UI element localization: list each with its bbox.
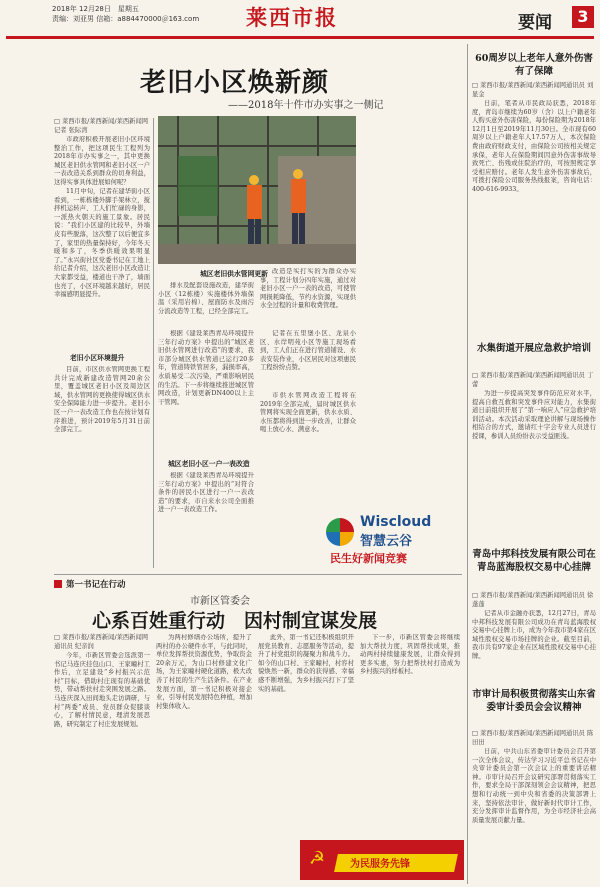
bottom-col2: 为两村修缮办公场所，提升了两村的办公硬件水平，与此同时，单位发挥帮扶资源优势，争取资金20余万元，为山口村修建文化广场，为王家疃村硬化道路，极大改善了村民的生产生活条件。在产业发展方面，第一书记积极对接企业，引导村民发展特色种植，增加村集体收入。 bbox=[156, 634, 252, 710]
divider bbox=[54, 574, 462, 575]
ad-slogan: 民生好新闻竞赛 bbox=[330, 552, 407, 565]
bottom-byline: □ 莱西市报/莱西新闻/莱西新闻网通讯员 纪亲润 bbox=[54, 634, 149, 650]
divider bbox=[153, 118, 154, 568]
page-header bbox=[0, 0, 600, 38]
feature-subtitle: ——2018年十件市办实事之一侧记 bbox=[228, 100, 384, 111]
caption-meter: 城区老旧小区一户一表改造 bbox=[168, 460, 250, 468]
bottom-title: 心系百姓重行动 因村制宜谋发展 bbox=[92, 610, 378, 632]
header-rule bbox=[6, 36, 594, 39]
feature-col1-body: 11月中旬，记者在建华街小区看到，一栋栋楼外脚手架林立，搅拌机运转声、工人们忙碌的身影，一派热火朝天的施工景象。居民说：“我们小区建的比较早，外墙皮有些脱落，这次整了以后便宜多了，家里的热量保持好，今年冬天暖和多了，冬季供暖效果明显了。”永兴街社区党委书记在工地上给记者介绍，这次老旧小区改造让大家都受益，楼道也干净了，墙面也亮了，小区环境越来越好，居民幸福感明显提升。 bbox=[54, 188, 150, 299]
divider bbox=[467, 44, 468, 884]
masthead-info bbox=[52, 4, 199, 24]
wiscloud-logo-icon bbox=[326, 518, 354, 546]
mid-col1-b: 根据《建设莱西青岛环境提升三年行动方案》中提出的“城区老旧供水管网进行改造”的要求，我市部分城区供水管道已运行20多年，管道铸铁管居多，漏损率高，水质易受二次污染，严重影响居民的生活。下一步将继续推进城区管网改造，计划更新DN400以上主干管网。 bbox=[158, 330, 254, 406]
issue-date: 2018年 12月28日 星期五 bbox=[52, 5, 139, 13]
bottom-col4: 下一步，市新区管委会将继续加大帮扶力度，巩固帮扶成果，推动两村持续健康发展，让群众得到更多实惠，努力把帮扶村打造成为乡村振兴的样板村。 bbox=[360, 634, 460, 676]
bottom-banner: 第一书记在行动 bbox=[66, 580, 126, 590]
mid-col1-c: 根据《建设莱西青岛环境提升三年行动方案》中提出的“对符合条件的居民小区进行一户一表改造”的要求，市自来水公司全面推进一户一表改造工作。 bbox=[158, 472, 254, 514]
photo-workers bbox=[158, 116, 356, 264]
right-a4-byline: □ 莱西市报/莱西新闻/莱西新闻网通讯员 陈田田 bbox=[472, 730, 594, 746]
feature-intro: 市政府积极开展老旧小区环境整治工作，把这项民生工程列为2018年市办实事之一，其中更换城区老旧供水管网和老旧小区一户一表改造关系到群众的切身利益，这得实事具体进展如何呢？ bbox=[54, 136, 150, 186]
party-emblem-icon: ☭ bbox=[308, 848, 326, 869]
mid-col2-c: 市供水管网改造工程将在2019年全部完成，届时城区供水管网将实现全面更新，供水水质、水压都将得到进一步改善，让群众喝上放心水、满意水。 bbox=[260, 392, 356, 434]
badge-text: 为民服务先锋 bbox=[350, 859, 410, 870]
newspaper-logo: 莱西市报 bbox=[246, 5, 338, 30]
mid-col2-a: 改造是实打实的为群众办实事，工程计划分四年实施，通过对老旧小区一户一表的改造，可使管网损耗降低，节约水资源，实现供水全过程的计量和收费管理。 bbox=[260, 268, 356, 310]
right-a2-body: 为进一步提高突发事件防范应对水平，提高自救互救和突发事件应对能力，水集街道日前组织开展了“第一响应人”应急救护培训活动。本次活动采取理论讲解与现场操作相结合的方式，邀请红十字会专业人员进行授课，参训人员纷纷表示受益匪浅。 bbox=[472, 390, 596, 440]
feature-byline: □ 莱西市报/莱西新闻/莱西新闻网记者 张际湾 bbox=[54, 118, 149, 134]
right-a4-body: 日前，中共山东省委审计委员会召开第一次全体会议，传达学习习近平总书记在中央审计委员会第一次会议上的重要讲话精神。市审计局召开会议研究部署贯彻落实工作，要求全局干部深刻领会会议精神，把思想和行动统一到中央和省委的决策部署上来，坚持依法审计，做好新时代审计工作，充分发挥审计监督作用，为全市经济社会高质量发展贡献力量。 bbox=[472, 748, 596, 824]
right-a1-body: 日前，笔者从市民政局获悉，2018年度，青岛市继续为60岁（含）以上户籍老年人购买意外伤害保险，每份保险期为2018年12月1日至2019年11月30日。全市现有60周岁以上户籍老年人17.57万人，本次保险费由政府财政支付，由保险公司按相关规定承保，老年人在保险期间因意外伤害事故导致死亡、伤残或住院治疗的，可按照规定享受相应赔付。老年人发生意外伤害事故后，可拨打保险公司服务热线报案，咨询电话：400-616-9933。 bbox=[472, 100, 596, 193]
banner-marker-icon bbox=[54, 580, 62, 588]
right-a4-title: 市审计局积极贯彻落实山东省委审计委员会会议精神 bbox=[472, 689, 596, 713]
bottom-kicker: 市新区管委会 bbox=[190, 596, 250, 607]
feature-title: 老旧小区焕新颜 bbox=[140, 68, 330, 98]
mid-col2-b: 记者在五里堡小区、龙泉小区、水岸明苑小区等施工现场看到，工人们正在进行管道铺设、水表安装作业，小区居民对这项惠民工程纷纷点赞。 bbox=[260, 330, 356, 372]
page-number: 3 bbox=[572, 6, 594, 28]
ad-brand-cn: 智慧云谷 bbox=[360, 534, 413, 549]
right-a3-title: 青岛中邦科技发展有限公司在青岛蓝海股权交易中心挂牌 bbox=[472, 549, 596, 573]
service-badge bbox=[300, 840, 464, 880]
bottom-col3: 此外，第一书记还积极组织开展党员教育、志愿服务等活动，提升了村党组织的凝聚力和战斗力。如今的山口村、王家疃村，村容村貌焕然一新，群众的获得感、幸福感不断增强，为乡村振兴打下了坚实的基础。 bbox=[258, 634, 354, 693]
right-a1-byline: □ 莱西市报/莱西新闻/莱西新闻网通讯员 刘显金 bbox=[472, 82, 594, 98]
right-a3-byline: □ 莱西市报/莱西新闻/莱西新闻网通讯员 徐蓬蓬 bbox=[472, 592, 594, 608]
right-a1-title: 60周岁以上老年人意外伤害有了保障 bbox=[475, 53, 593, 77]
caption-env: 老旧小区环境提升 bbox=[70, 354, 125, 362]
right-a2-title: 水集街道开展应急救护培训 bbox=[476, 343, 591, 354]
caption-pipes: 城区老旧供水管网更新 bbox=[200, 270, 268, 278]
section-name: 要闻 bbox=[518, 13, 552, 33]
mid-col1-a: 排水及配套设施改造，建华街小区（12栋楼）实施楼体外墙保温（采用岩棉）、屋面防水及雨污分流改造等工程，已经全部完工。 bbox=[158, 282, 254, 315]
right-a3-body: 记者从市金融办获悉，12月27日，青岛中邦科技发展有限公司成功在青岛蓝海股权交易中心挂牌上市，成为今年我市第4家在区域性股权交易市场挂牌的企业。截至目前，我市共有97家企业在区域性股权交易中心挂牌。 bbox=[472, 610, 596, 660]
bottom-col1: 今年，市新区管委会选派第一书记马连庆挂包山口、王家疃村工作后，立足建设“乡村振兴示范村”目标，借助村庄现有的基础优势，带动帮扶村走突围发展之路。马连庆深入田间地头走访调研，与村“两委”成员、党员群众促膝谈心，了解村情民意，理清发展思路，研究制定了村庄发展规划。 bbox=[54, 652, 150, 728]
editor-info: 责编：刘亚男 信箱：a884470000＠163.com bbox=[52, 15, 200, 23]
feature-col1-body2: 目前，市区供水管网更换工程共计完成新建改造管网20余公里，覆盖城区老旧小区及周边区域，供水管网的更换使得城区供水安全保障能力进一步提升。老旧小区一户一表改造工作也在按计划有序推进，预计2019年5月31日前全部完工。 bbox=[54, 366, 150, 434]
ad-brand-en: Wiscloud bbox=[360, 514, 432, 530]
ad-wiscloud bbox=[326, 512, 462, 564]
right-a2-byline: □ 莱西市报/莱西新闻/莱西新闻网通讯员 丁蕾 bbox=[472, 372, 594, 388]
